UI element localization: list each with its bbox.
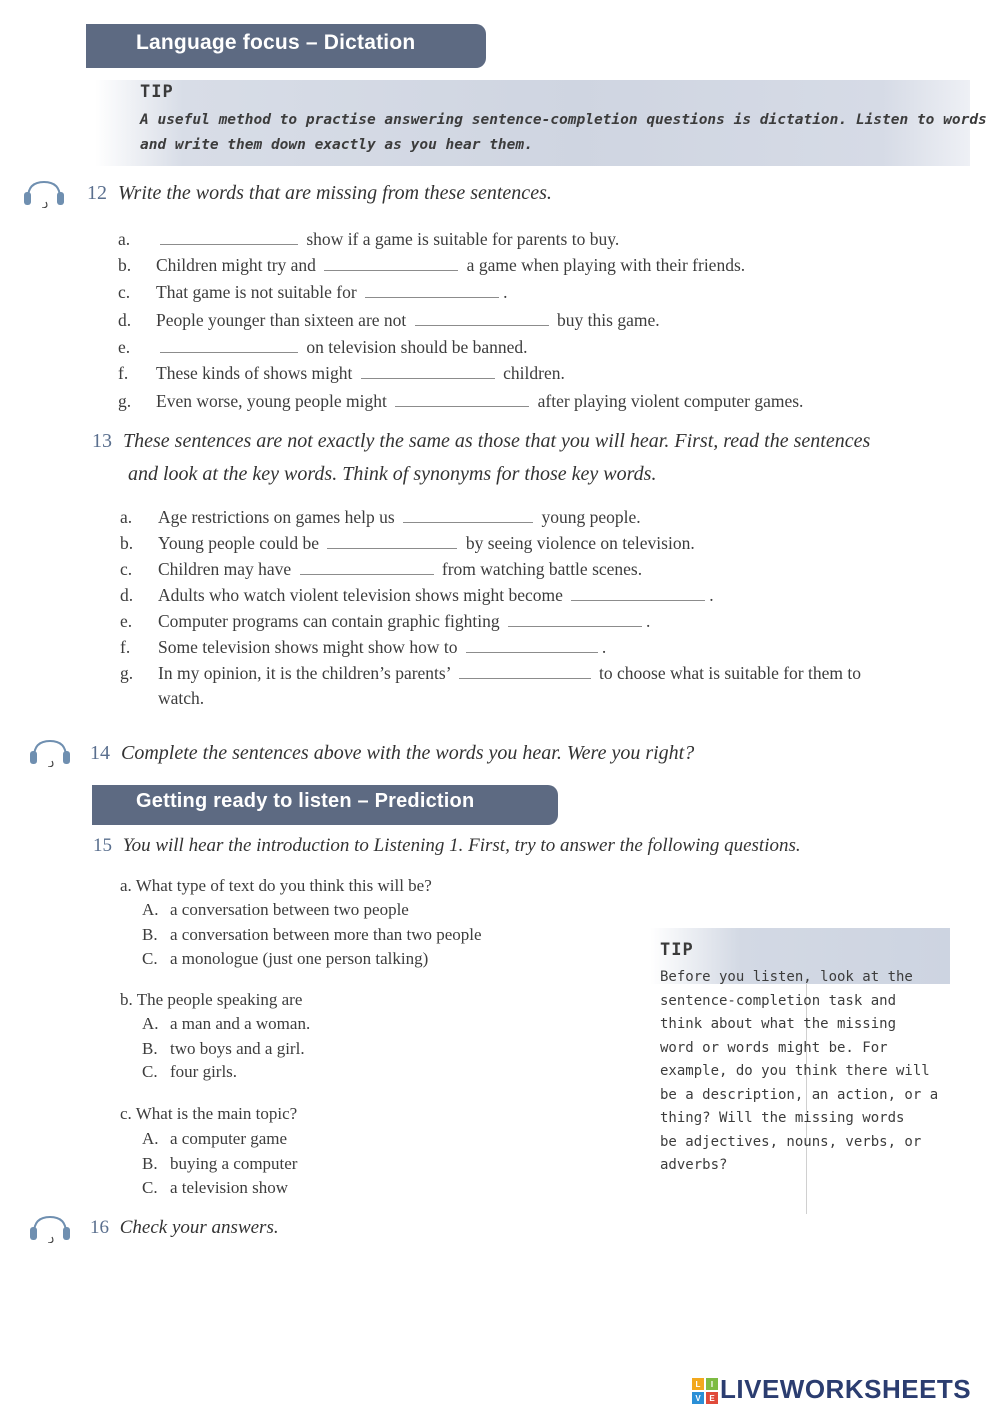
question-12 (87, 182, 552, 205)
answer-blank[interactable] (365, 283, 499, 298)
option-c-C[interactable]: C. a television show (142, 1178, 289, 1197)
sub-question-c: c. What is the main topic? (120, 1104, 298, 1123)
answer-blank[interactable] (324, 256, 458, 271)
option-a-C[interactable]: C. a monologue (just one person talking) (142, 949, 429, 968)
question-15 (93, 835, 801, 857)
list-item-12d: d. People younger than sixteen are not buy this game. (118, 310, 660, 330)
question-14 (90, 742, 694, 765)
list-item-12f: f. These kinds of shows might children. (118, 363, 565, 383)
question-number: 13 (92, 430, 112, 452)
section-header-prediction (92, 785, 558, 825)
tip-text-right: Before you listen, look at the sentence-completion task and think about what the missing word or words might be. For example, do you think there will be a description, an action, or a thing? Will the missing words be adjectives, nouns, verbs, or adverbs? (660, 969, 939, 1173)
option-c-A[interactable]: A. a computer game (142, 1129, 288, 1148)
question-number: 12 (87, 182, 107, 204)
option-b-B[interactable]: B. two boys and a girl. (142, 1039, 305, 1058)
svg-text:I: I (710, 1380, 714, 1389)
answer-blank[interactable] (403, 508, 533, 523)
svg-text:L: L (695, 1380, 701, 1389)
question-text-line1: These sentences are not exactly the same as those that you will hear. First, read the sentences (123, 430, 871, 452)
list-item-12e: e. on television should be banned. (118, 337, 528, 357)
liveworksheets-logo-icon (692, 1378, 718, 1404)
section-header-dictation (86, 24, 486, 68)
question-text: Check your answers. (119, 1217, 279, 1238)
answer-blank[interactable] (466, 638, 598, 653)
list-item-13g: g. In my opinion, it is the children’s parents’ to choose what is suitable for them to (120, 663, 861, 683)
tip-label: TIP (140, 82, 174, 102)
svg-text:V: V (695, 1394, 701, 1403)
list-item-13c: c. Children may have from watching battle scenes. (120, 559, 643, 579)
answer-blank[interactable] (160, 230, 298, 245)
tip-text-line2: and write them down exactly as you hear them. (140, 137, 533, 153)
question-text: You will hear the introduction to Listening 1. First, try to answer the following questions. (122, 835, 801, 856)
question-text-line2: and look at the key words. Think of synonyms for those key words. (128, 463, 657, 485)
answer-blank[interactable] (459, 664, 591, 679)
tip-label-right: TIP (660, 940, 694, 960)
option-c-B[interactable]: B. buying a computer (142, 1154, 298, 1173)
option-b-A[interactable]: A. a man and a woman. (142, 1014, 311, 1033)
section-title: Language focus – Dictation (136, 31, 416, 54)
question-number: 15 (93, 835, 112, 856)
answer-blank[interactable] (300, 560, 434, 575)
list-item-13a: a. Age restrictions on games help us young people. (120, 507, 641, 527)
headphones-icon[interactable] (28, 737, 72, 767)
sub-question-b: b. The people speaking are (120, 990, 303, 1009)
answer-blank[interactable] (571, 586, 705, 601)
list-item-13e: e. Computer programs can contain graphic fighting . (120, 611, 651, 631)
list-item-13d: d. Adults who watch violent television shows might become . (120, 585, 714, 605)
list-item-12a: a. show if a game is suitable for parents to buy. (118, 229, 620, 249)
question-text: Complete the sentences above with the words you hear. Were you right? (121, 742, 695, 764)
headphones-icon[interactable] (28, 1213, 72, 1243)
list-item-12g: g. Even worse, young people might after playing violent computer games. (118, 391, 804, 411)
list-item-12c: c. That game is not suitable for . (118, 282, 508, 302)
answer-blank[interactable] (415, 311, 549, 326)
answer-blank[interactable] (508, 612, 642, 627)
question-13 (92, 430, 870, 453)
logo-text: LIVEWORKSHEETS (720, 1374, 972, 1404)
headphones-icon[interactable] (22, 178, 66, 208)
option-b-C[interactable]: C. four girls. (142, 1062, 238, 1081)
option-a-A[interactable]: A. a conversation between two people (142, 900, 409, 919)
sub-question-a: a. What type of text do you think this will be? (120, 876, 432, 895)
question-number: 16 (90, 1217, 109, 1238)
answer-blank[interactable] (395, 392, 529, 407)
question-text: Write the words that are missing from these sentences. (118, 182, 552, 204)
answer-blank[interactable] (327, 534, 457, 549)
list-item-13g-continuation: watch. (158, 688, 205, 708)
question-number: 14 (90, 742, 110, 764)
list-item-13f: f. Some television shows might show how to . (120, 637, 607, 657)
list-item-12b: b. Children might try and a game when playing with their friends. (118, 255, 746, 275)
answer-blank[interactable] (160, 338, 298, 353)
tip-text-line1: A useful method to practise answering sentence-completion questions is dictation. Listen to words (140, 112, 987, 128)
svg-text:E: E (709, 1394, 715, 1403)
option-a-B[interactable]: B. a conversation between more than two people (142, 925, 482, 944)
answer-blank[interactable] (361, 364, 495, 379)
question-16 (90, 1217, 279, 1239)
list-item-13b: b. Young people could be by seeing violence on television. (120, 533, 695, 553)
section-title: Getting ready to listen – Prediction (136, 790, 475, 812)
